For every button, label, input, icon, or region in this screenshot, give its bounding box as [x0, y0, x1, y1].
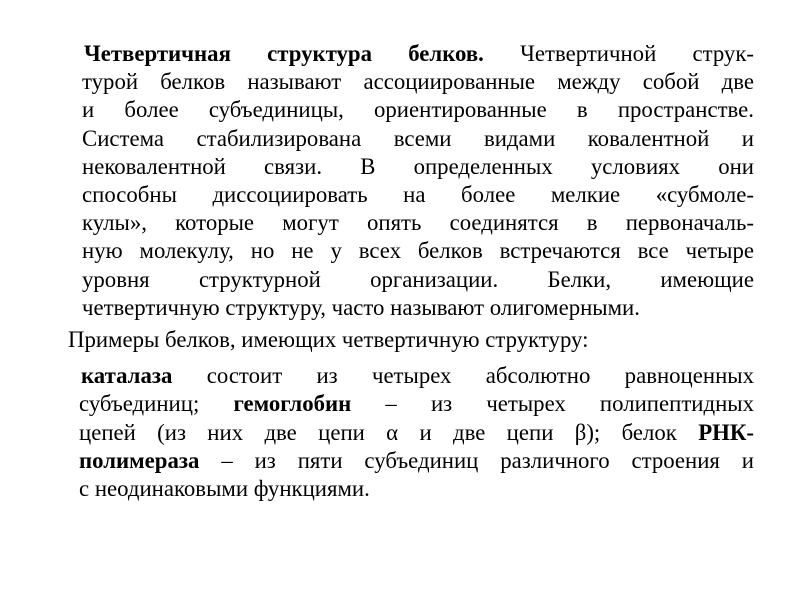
text-span: цепей (из них две цепи α и две цепи β); белок: [79, 419, 699, 445]
text-span: – из четырех полипептидных: [351, 391, 755, 417]
text-line: турой белков называют ассоциированные между собой две: [82, 69, 754, 95]
text-line: и более субъединицы, ориентированные в пространстве.: [82, 97, 754, 123]
term-rna-polymerase-part1: РНК-: [698, 419, 754, 445]
text-body: [68, 40, 755, 503]
paragraph-examples: [79, 362, 754, 503]
term-catalase: каталаза: [81, 363, 173, 389]
text-line: четвертичную структуру, часто называют олигомерными.: [82, 294, 640, 320]
text-line: Система стабилизирована всеми видами ковалентной и: [82, 125, 754, 151]
text-line: [79, 447, 754, 475]
text-line: [79, 362, 754, 390]
text-span: – из пяти субъединиц различного строения и: [199, 447, 754, 473]
text-line: [79, 40, 754, 68]
term-rna-polymerase-part2: полимераза: [79, 447, 200, 473]
text-line: уровня структурной организации. Белки, имеющие: [82, 266, 754, 292]
text-span: Четвертичной струк-: [483, 41, 754, 66]
text-line: Примеры белков, имеющих четвертичную структуру:: [68, 327, 589, 353]
text-line: ную молекулу, но не у всех белков встречаются все четыре: [82, 238, 754, 264]
text-line: кулы», которые могут опять соединятся в первоначаль-: [82, 210, 754, 236]
term-hemoglobin: гемоглобин: [233, 391, 352, 417]
text-line: способны диссоциировать на более мелкие «субмоле-: [82, 182, 754, 208]
text-line: [79, 419, 754, 447]
text-span: субъединиц;: [79, 391, 234, 417]
text-span: состоит из четырех абсолютно равноценных: [172, 363, 754, 389]
text-line: с неодинаковыми функциями.: [79, 476, 370, 502]
heading-term: Четвертичная структура белков.: [84, 41, 484, 66]
text-line: [79, 390, 754, 418]
paragraph-quaternary-structure: [79, 40, 754, 322]
paragraph-examples-intro: [68, 326, 754, 354]
text-line: нековалентной связи. В определенных условиях они: [82, 153, 754, 179]
